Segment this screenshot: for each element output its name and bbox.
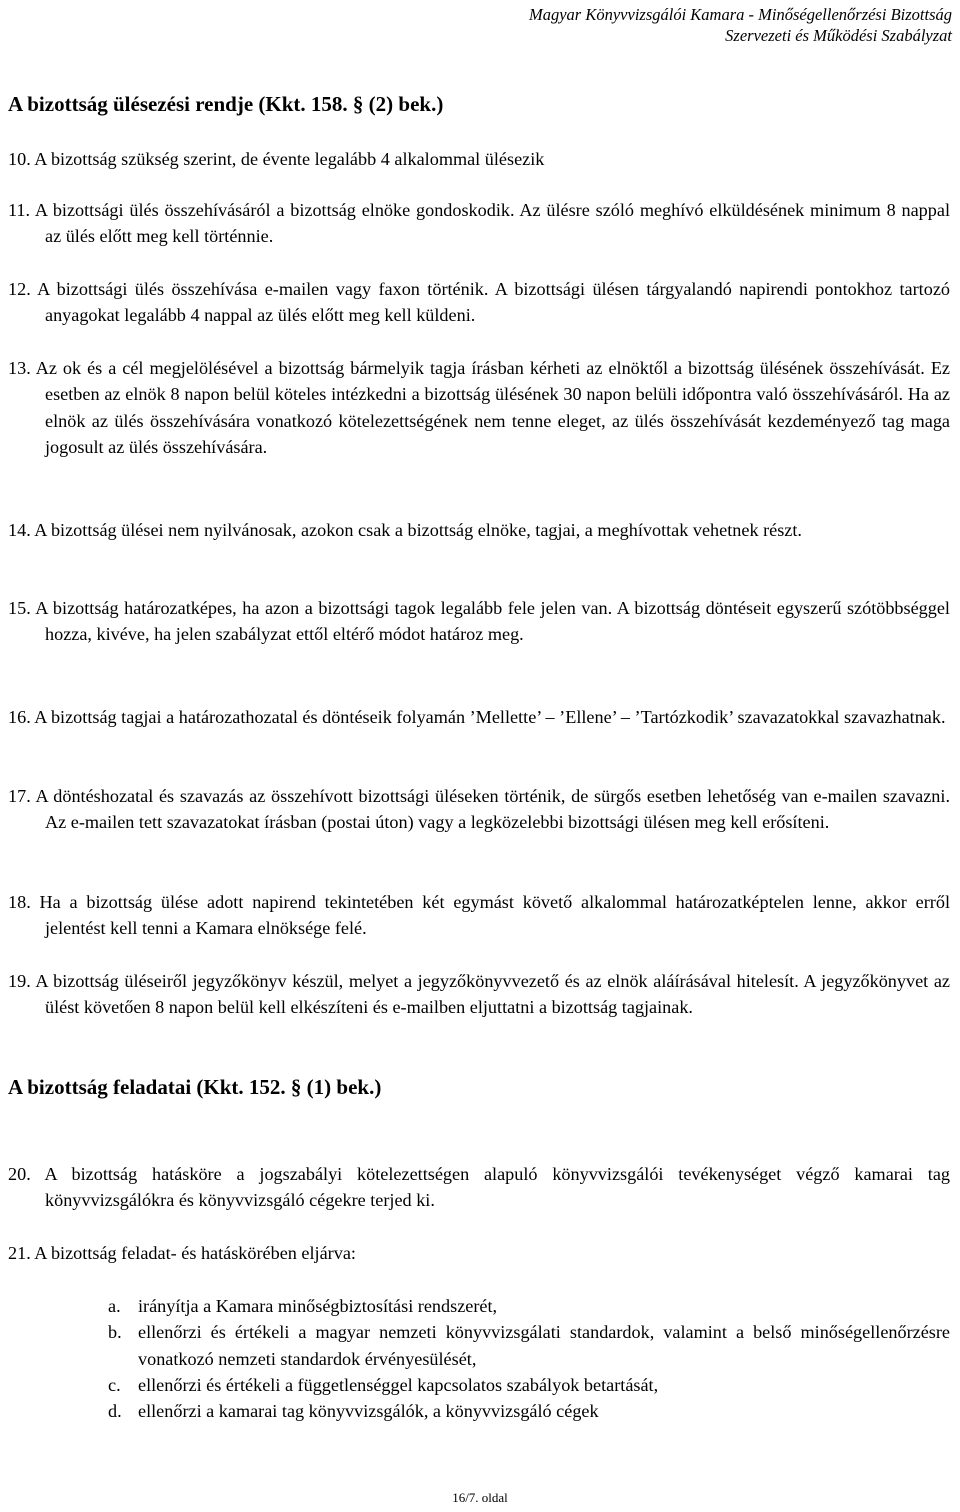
page-header — [529, 4, 952, 46]
page-number: 16/7. oldal — [452, 1490, 508, 1505]
paragraph-19: 19. A bizottság üléseiről jegyzőkönyv készül, melyet a jegyzőkönyvvezető és az elnök aláírásával hitelesít. A jegyzőkönyvet az ülést követően 8 napon belül kell elkészíteni és e-mailben eljuttatni a bizottság tagjainak. — [8, 971, 950, 1018]
header-line-1: Magyar Könyvvizsgálói Kamara - Minőségellenőrzési Bizottság — [528, 5, 952, 24]
header-line-2: Szervezeti és Működési Szabályzat — [725, 26, 952, 45]
list-item — [108, 1293, 950, 1319]
list-item-text: ellenőrzi és értékeli a függetlenséggel kapcsolatos szabályok betartását, — [138, 1374, 659, 1395]
paragraph-11: 11. A bizottsági ülés összehívásáról a bizottság elnöke gondoskodik. Az ülésre szóló meghívó elküldésének minimum 8 nappal az ülés előtt meg kell történnie. — [8, 200, 950, 247]
list-marker: b. — [108, 1322, 122, 1343]
paragraph-13: 13. Az ok és a cél megjelölésével a bizottság bármelyik tagja írásban kérheti az elnöktől a bizottság ülésének összehívását. Ez esetben az elnök 8 napon belül köteles intézkedni a bizottság ülésének 30 napon belüli időpontra való összehívásáról. Ha az elnök az ülés összehívására vonatkozó kötelezettségének nem tenne eleget, az ülés összehívását kezdeményező tag maga jogosult az ülés összehívására. — [8, 358, 950, 457]
paragraph-10: 10. A bizottság szükség szerint, de évente legalább 4 alkalommal ülésezik — [8, 149, 545, 169]
list-item — [108, 1319, 950, 1372]
paragraph-18: 18. Ha a bizottság ülése adott napirend tekintetében két egymást követő alkalommal határozatképtelen lenne, akkor erről jelentést kell tenni a Kamara elnöksége felé. — [8, 892, 950, 939]
paragraph-21: 21. A bizottság feladat- és hatáskörében eljárva: — [8, 1243, 356, 1263]
list-item — [108, 1398, 950, 1424]
section-heading-tasks: A bizottság feladatai (Kkt. 152. § (1) bek.) — [8, 1075, 382, 1099]
list-item-text: irányítja a Kamara minőségbiztosítási rendszerét, — [138, 1296, 498, 1316]
section-heading-meetings: A bizottság ülésezési rendje (Kkt. 158. § (2) bek.) — [8, 92, 444, 116]
list-item — [108, 1372, 950, 1398]
paragraph-16: 16. A bizottság tagjai a határozathozatal és döntéseik folyamán ’Mellette’ – ’Ellene’ – ’Tartózkodik’ szavazatokkal szavazhatnak. — [8, 707, 946, 727]
paragraph-15: 15. A bizottság határozatképes, ha azon a bizottsági tagok legalább fele jelen van. A bizottság döntéseit egyszerű szótöbbséggel hozza, kivéve, ha jelen szabályzat ettől eltérő módot határoz meg. — [8, 598, 950, 645]
list-marker: c. — [108, 1374, 121, 1395]
task-list — [108, 1293, 950, 1424]
paragraph-20: 20. A bizottság hatásköre a jogszabályi kötelezettségen alapuló könyvvizsgálói tevékenységet végző kamarai tag könyvvizsgálókra és könyvvizsgáló cégekre terjed ki. — [8, 1164, 950, 1211]
list-item-text: ellenőrzi a kamarai tag könyvvizsgálók, a könyvvizsgáló cégek — [138, 1401, 599, 1422]
list-item-text: ellenőrzi és értékeli a magyar nemzeti könyvvizsgálati standardok, valamint a belső minőségellenőrzésre vonatkozó nemzeti standardok érvényesülését, — [138, 1322, 950, 1369]
list-marker: a. — [108, 1296, 121, 1316]
paragraph-14: 14. A bizottság ülései nem nyilvánosak, azokon csak a bizottság elnöke, tagjai, a meghívottak vehetnek részt. — [8, 520, 802, 540]
paragraph-17: 17. A döntéshozatal és szavazás az összehívott bizottsági üléseken történik, de sürgős esetben lehetőség van e-mailen szavazni. Az e-mailen tett szavazatokat írásban (postai úton) vagy a legközelebbi bizottsági ülésen meg kell erősíteni. — [8, 786, 950, 833]
list-marker: d. — [108, 1401, 122, 1422]
paragraph-12: 12. A bizottsági ülés összehívása e-mailen vagy faxon történik. A bizottsági ülésen tárgyalandó napirendi pontokhoz tartozó anyagokat legalább 4 nappal az ülés előtt meg kell küldeni. — [8, 279, 950, 326]
